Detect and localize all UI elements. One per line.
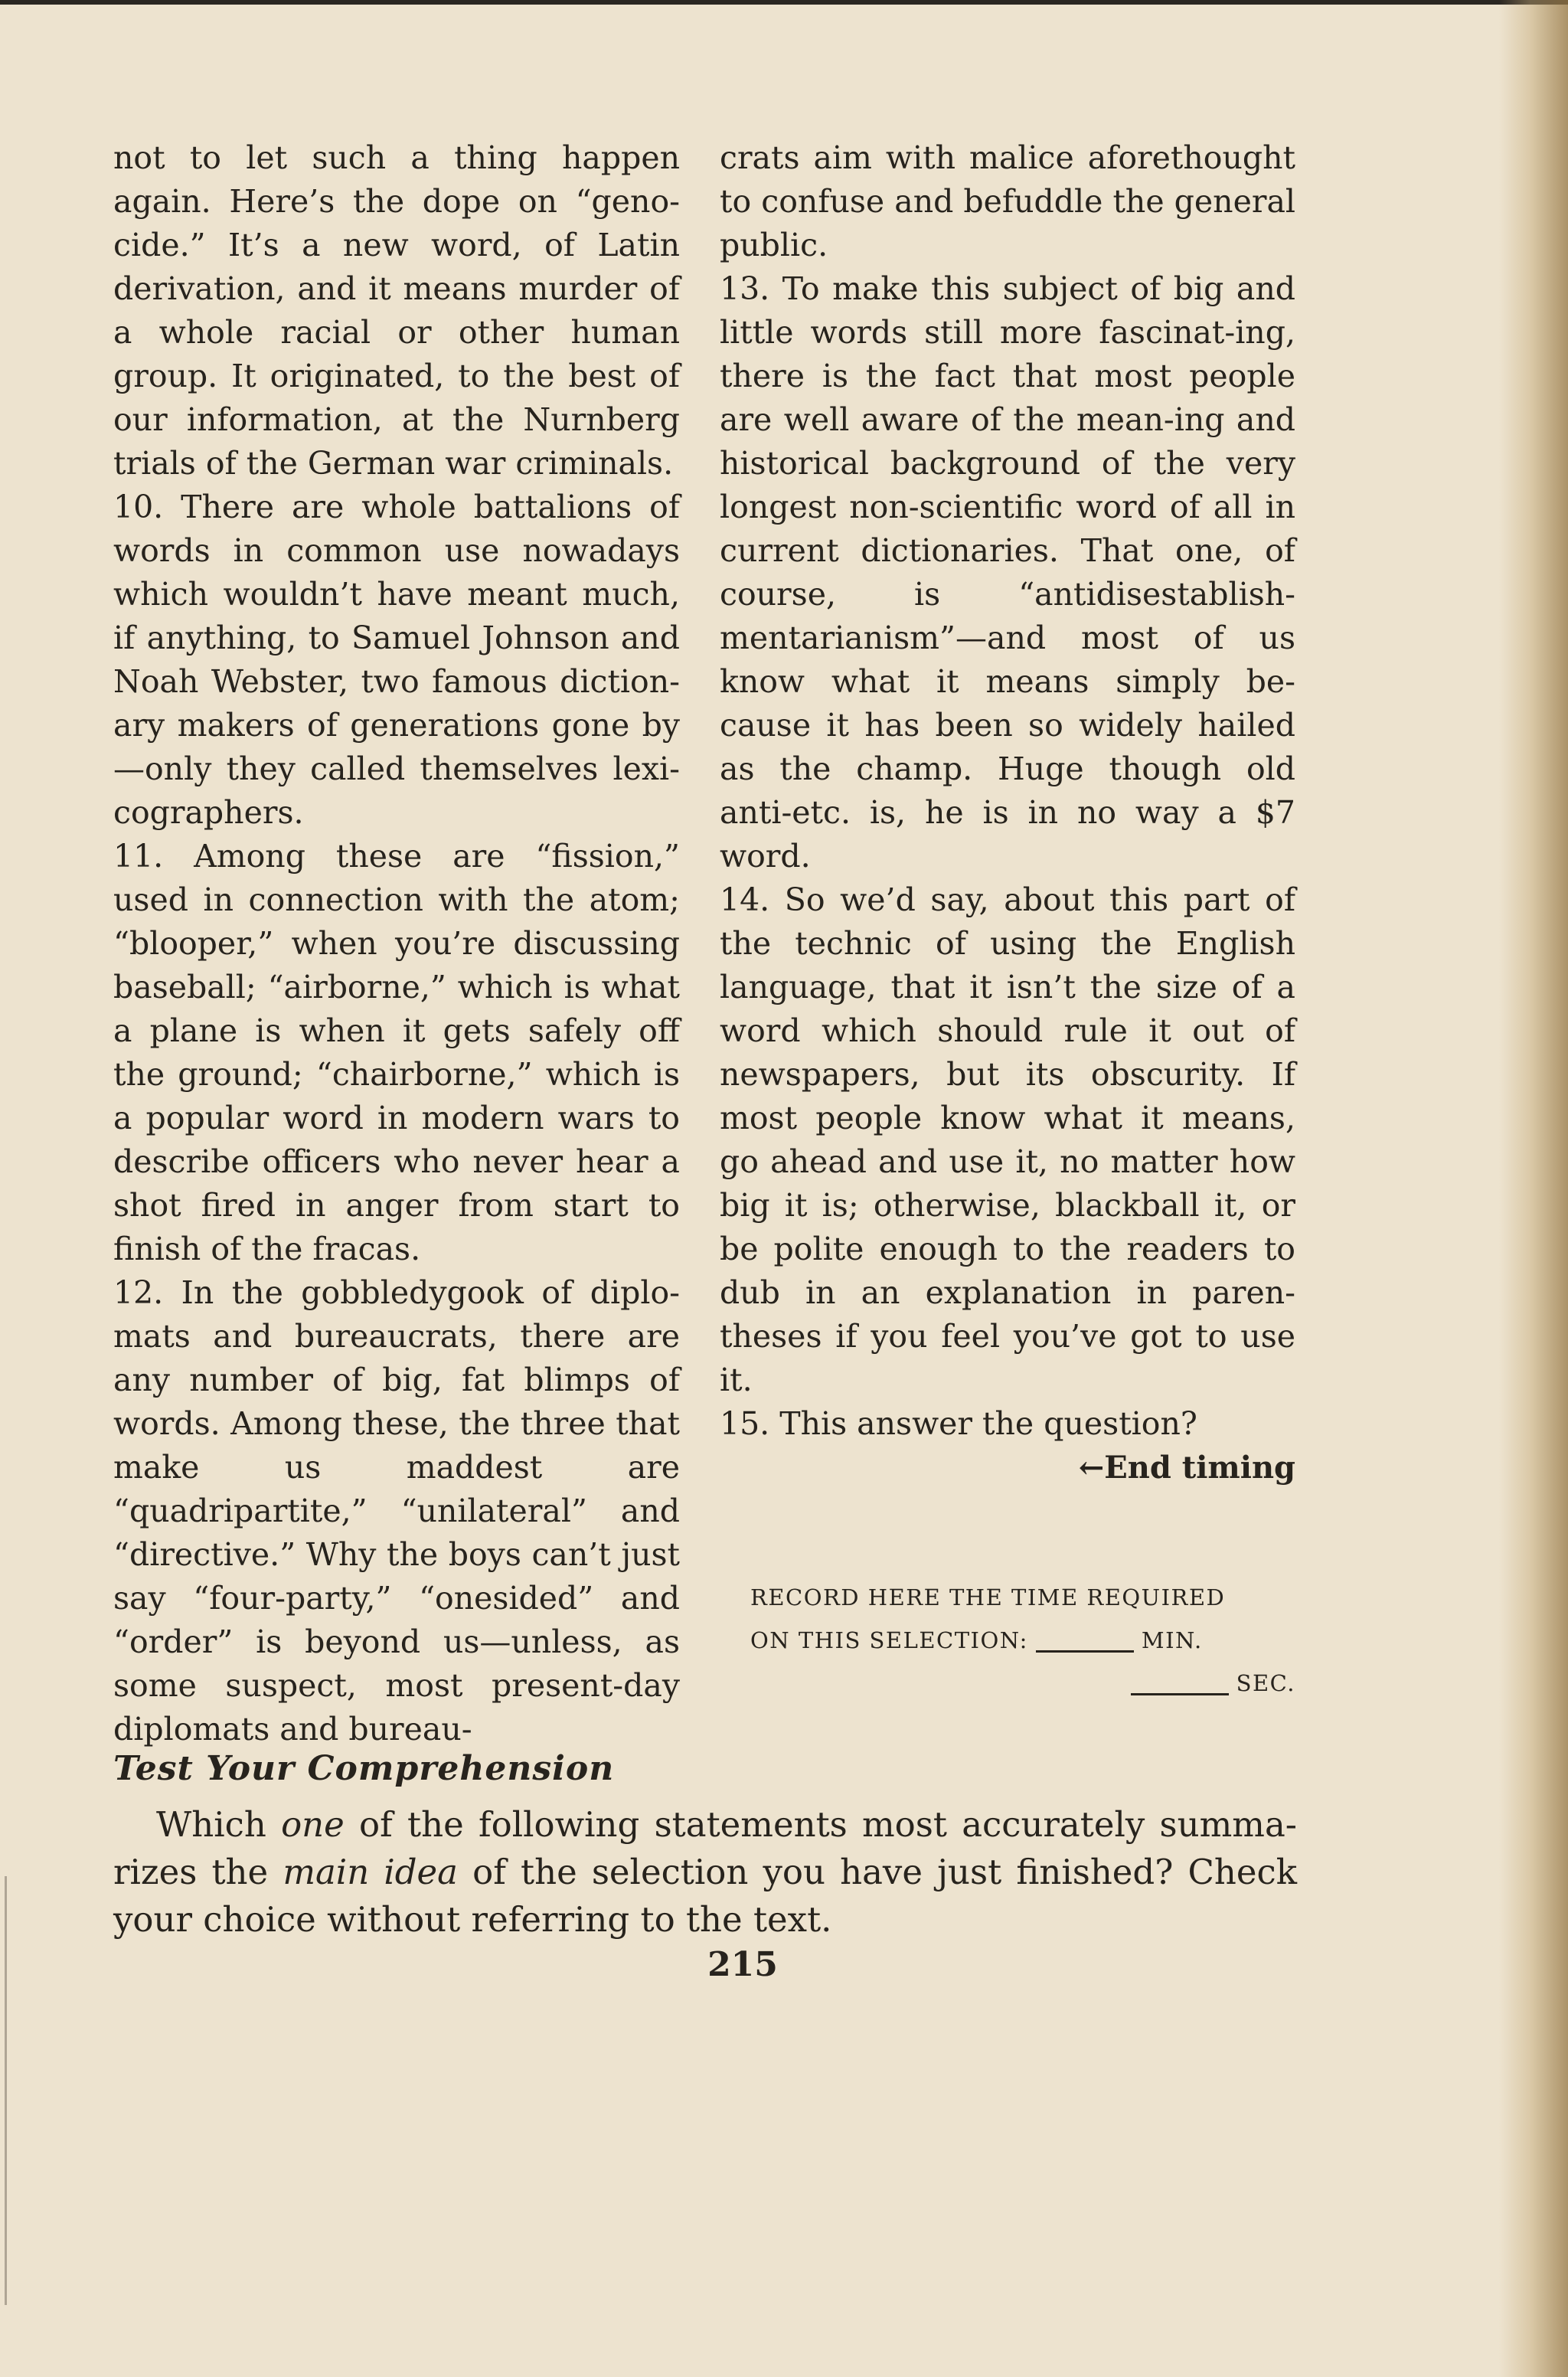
paragraph-13: 13. To make this subject of big and little words still more fascinat-ing, there is the fact that most people are well aware of the mean-ing and historical background of the very longest non-scientific word of all in current dictionaries. That one, of course, is “antidisestablish-mentarianism”—and most of us know what it means simply be-cause it has been so widely hailed as the champ. Huge though old anti-etc. is, he is in no way a $7 word. [720, 270, 1295, 875]
paragraph-14: 14. So we’d say, about this part of the technic of using the English language, that it isn’t the size of a word which should rule it out of newspapers, but its obscurity. If most people know what it means, go ahead and use it, no matter how big it is; otherwise, blackball it, or be polite enough to the readers to dub in an explanation in paren-theses if you feel you’ve got to use it. [720, 881, 1295, 1398]
minutes-label: MIN. [1141, 1627, 1203, 1653]
minutes-blank[interactable] [1036, 1650, 1134, 1653]
record-sec-line [750, 1662, 1295, 1705]
page-top-edge [0, 0, 1568, 5]
question-text-2: of the following statements most accurately summa-rizes the [113, 1804, 1297, 1892]
section-heading: Test Your Comprehension [113, 1749, 615, 1788]
record-min-line [750, 1619, 1295, 1662]
question-text-3: of the selection you have just finished? Check your choice without referring to the text. [113, 1852, 1298, 1940]
seconds-blank[interactable] [1131, 1693, 1229, 1695]
end-timing-marker: ←End timing [1078, 1450, 1295, 1486]
paragraph-11: 11. Among these are “fission,” used in connection with the atom; “blooper,” when you’re discussing baseball; “airborne,” which is what a plane is when it gets safely off the ground; “chairborne,” which is a popular word in modern wars to describe officers who never hear a shot fired in anger from start to finish of the fracas. [113, 838, 680, 1267]
right-column [720, 136, 1295, 1489]
page-number: 215 [707, 1945, 778, 1984]
time-record-block [750, 1576, 1295, 1705]
paragraph-10: 10. There are whole battalions of words in common use nowadays which wouldn’t have meant much, if anything, to Samuel Johnson and Noah Webster, two famous diction-ary makers of generations gone by —only they called themselves lexi-cographers. [113, 489, 680, 831]
question-text-1: Which [156, 1804, 282, 1845]
comprehension-question [113, 1801, 1297, 1944]
page-edge-mark [5, 1876, 7, 2305]
record-selection-label: ON THIS SELECTION: [750, 1627, 1028, 1653]
question-emphasis-one: one [281, 1804, 345, 1845]
paragraph-15: 15. This answer the question? [720, 1405, 1197, 1442]
paragraph-12: 12. In the gobbledygook of diplo-mats and bureaucrats, there are any number of big, fat blimps of words. Among these, the three that make us maddest are “quadripartite,” “unilateral” and “directive.” Why the boys can’t just say “four-party,” “onesided” and “order” is beyond us—unless, as some suspect, most present-day diplomats and bureau- [113, 1274, 680, 1748]
spine-shadow [1499, 0, 1568, 2377]
seconds-label: SEC. [1236, 1670, 1295, 1696]
left-column [113, 136, 680, 1751]
record-instruction: RECORD HERE THE TIME REQUIRED [750, 1584, 1226, 1610]
paragraph-continuation: not to let such a thing happen again. Here’s the dope on “geno-cide.” It’s a new word, of Latin derivation, and it means murder of a whole racial or other human group. It originated, to the best of our information, at the Nurnberg trials of the German war criminals. [113, 139, 680, 482]
paragraph-12-continued: crats aim with malice aforethought to confuse and befuddle the general public. [720, 139, 1295, 263]
question-emphasis-main-idea: main idea [283, 1852, 458, 1892]
